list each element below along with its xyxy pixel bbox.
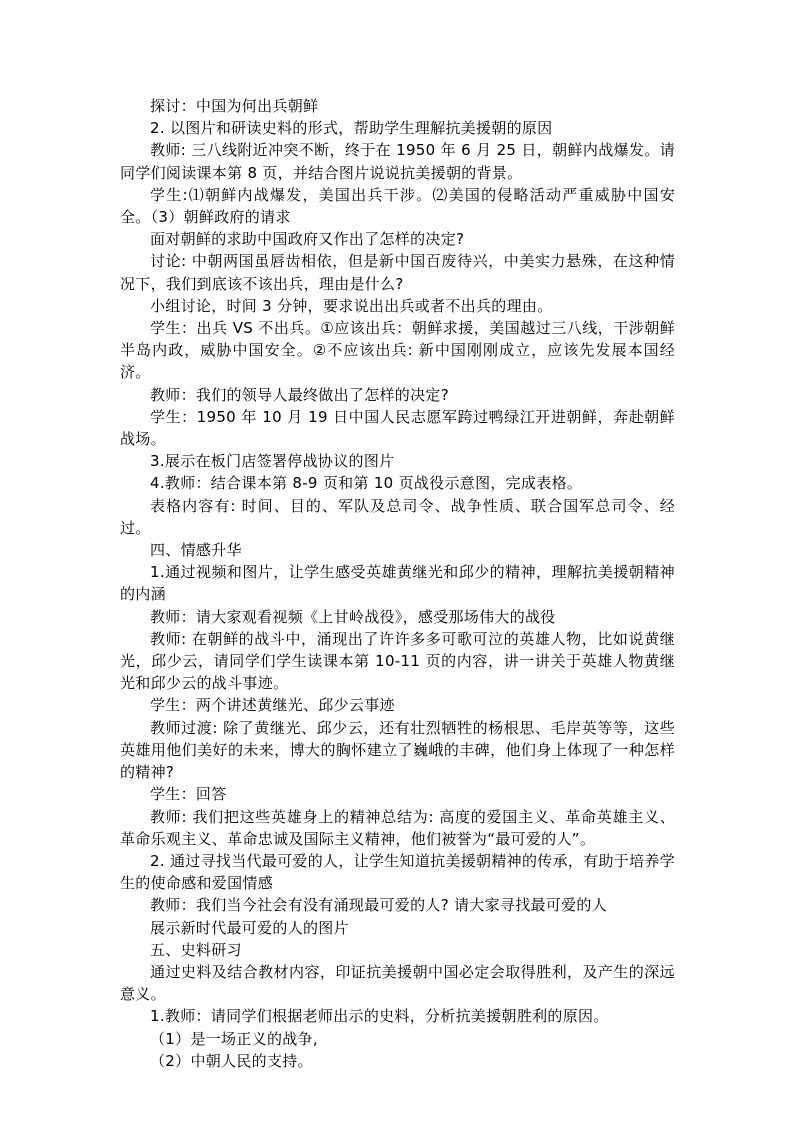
paragraph-teacher-summary: 教师: 我们把这些英雄身上的精神总结为: 高度的爱国主义、革命英雄主义、革命乐观主义、革命忠诚及国际主义精神，他们被誉为“最可爱的人”。 <box>120 807 675 848</box>
paragraph-student-reply: 学生：回答 <box>150 785 227 804</box>
paragraph-question-decision: 面对朝鲜的求助中国政府又作出了怎样的决定? <box>150 230 465 249</box>
paragraph-teacher-analysis: 1.教师：请同学们根据老师出示的史料，分析抗美援朝胜利的原因。 <box>150 1007 609 1026</box>
paragraph-emotion-1: 1.通过视频和图片，让学生感受英雄黄继光和邱少的精神，理解抗美援朝精神的内涵 <box>120 563 675 604</box>
paragraph-teacher-question: 教师：我们的领导人最终做出了怎样的决定? <box>150 385 449 404</box>
paragraph-reason-1: （1）是一场正义的战争, <box>150 1029 318 1048</box>
paragraph-show-images: 展示新时代最可爱的人的图片 <box>150 918 349 937</box>
paragraph-teacher-transition: 教师过渡: 除了黄继光、邱少云，还有壮烈牺牲的杨根思、毛岸英等等，这些英雄用他们美好的未来，博大的胸怀建立了巍峨的丰碑，他们身上体现了一种怎样的精神? <box>120 718 675 782</box>
paragraph-reason-2: （2）中朝人民的支持。 <box>150 1051 313 1070</box>
document-body <box>120 95 675 1072</box>
paragraph-student-debate: 学生：出兵 VS 不出兵。①应该出兵：朝鲜求援，美国越过三八线，干涉朝鲜半岛内政，威胁中国安全。②不应该出兵: 新中国刚刚成立，应该先发展本国经济。 <box>120 319 675 382</box>
paragraph-group-discussion: 小组讨论，时间 3 分钟，要求说出出兵或者不出兵的理由。 <box>150 296 553 315</box>
paragraph-student-background: 学生:⑴朝鲜内战爆发，美国出兵干涉。⑵美国的侵略活动严重威胁中国安全。（3）朝鲜政府的请求 <box>120 185 675 227</box>
paragraph-discussion: 讨论: 中朝两国虽唇齿相依，但是新中国百废待兴，中美实力悬殊，在这种情况下，我们到底该不该出兵，理由是什么? <box>120 252 675 293</box>
paragraph-step-2: 2. 以图片和研读史料的形式，帮助学生理解抗美援朝的原因 <box>150 119 553 138</box>
paragraph-student-stories: 学生：两个讲述黄继光、邱少云事迹 <box>150 696 395 715</box>
paragraph-discussion-heading: 探讨：中国为何出兵朝鲜 <box>150 97 319 115</box>
paragraph-student-answer: 学生：1950 年 10 月 19 日中国人民志愿军跨过鸭绿江开进朝鲜，奔赴朝鲜战场。 <box>120 407 675 449</box>
paragraph-step-4: 4.教师：结合课本第 8-9 页和第 10 页战役示意图，完成表格。 <box>150 474 583 493</box>
paragraph-table-content: 表格内容有: 时间、目的、军队及总司令、战争性质、联合国军总司令、经过。 <box>120 496 675 537</box>
paragraph-history-intro: 通过史料及结合教材内容，印证抗美援朝中国必定会取得胜利，及产生的深远意义。 <box>120 962 675 1004</box>
section-heading-4: 四、情感升华 <box>150 541 242 560</box>
paragraph-teacher-video: 教师：请大家观看视频《上甘岭战役》，感受那场伟大的战役 <box>150 607 556 626</box>
section-heading-5: 五、史料研习 <box>150 940 242 959</box>
paragraph-teacher-modern: 教师：我们当今社会有没有涌现最可爱的人? 请大家寻找最可爱的人 <box>150 896 608 915</box>
paragraph-emotion-2: 2. 通过寻找当代最可爱的人，让学生知道抗美援朝精神的传承，有助于培养学生的使命感和爱国情感 <box>120 851 675 893</box>
paragraph-step-3: 3.展示在板门店签署停战协议的图片 <box>150 452 395 471</box>
paragraph-teacher-background: 教师: 三八线附近冲突不断，终于在 1950 年 6 月 25 日，朝鲜内战爆发。请同学们阅读课本第 8 页，并结合图片说说抗美援朝的背景。 <box>120 141 675 182</box>
paragraph-teacher-heroes: 教师: 在朝鲜的战斗中，涌现出了许许多多可歌可泣的英雄人物，比如说黄继光，邱少云，请同学们学生读课本第 10-11 页的内容，讲一讲关于英雄人物黄继光和邱少云的战斗事迹。 <box>120 629 675 693</box>
